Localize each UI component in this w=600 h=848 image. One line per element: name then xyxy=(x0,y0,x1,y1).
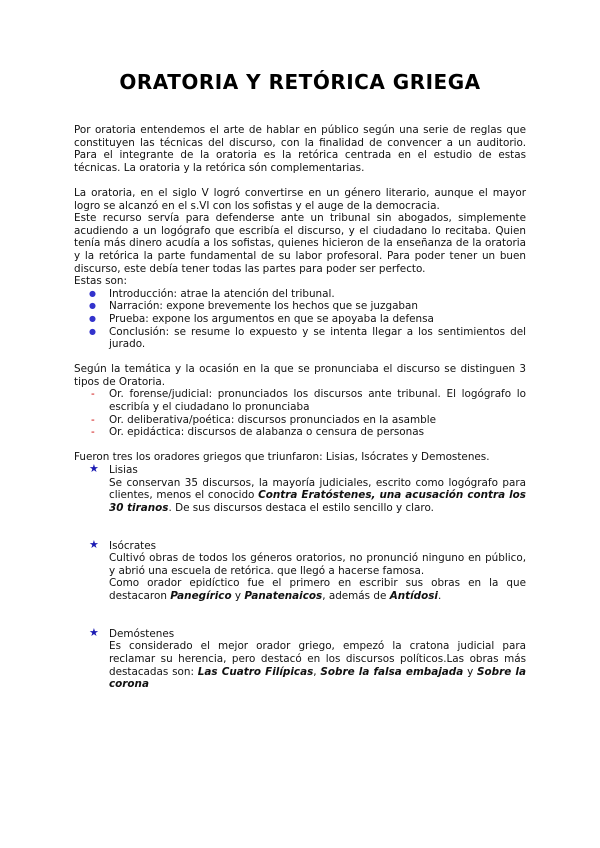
orator-isocrates xyxy=(74,537,526,603)
work-title: Sobre la falsa embajada xyxy=(320,665,464,678)
text-span: Como orador epidíctico fue el primero en escribir sus obras en la que destacaron xyxy=(109,577,526,602)
orator-name: Lisias xyxy=(109,464,138,477)
paragraph-purpose: Este recurso servía para defenderse ante un tribunal sin abogados, simplemente acudiendo a un logógrafo que escribía el discurso, y el ciudadano lo recitaba. Quien tenía más dinero acudía a los sofistas, quienes hicieron de la enseñanza de la oratoria y la retórica la parte fundamental de su labor profesoral. Para poder tener un buen discurso, este debía tener todas las partes para poder ser perfecto. xyxy=(74,212,526,275)
star-icon: ★ xyxy=(89,462,99,476)
document-body xyxy=(74,124,526,691)
orator-description xyxy=(109,477,526,515)
paragraph-history: La oratoria, en el siglo V logró convertirse en un género literario, aunque el mayor logro se alcanzó en el s.VI con los sofistas y el auge de la democracia. xyxy=(74,186,526,212)
list-item: - Or. epidáctica: discursos de alabanza o censura de personas xyxy=(74,426,526,439)
list-item: ● Prueba: expone los argumentos en que se apoyaba la defensa xyxy=(74,313,526,326)
orator-demostenes xyxy=(74,625,526,691)
list-item: - Or. forense/judicial: pronunciados los discursos ante tribunal. El logógrafo lo escribía y el ciudadano lo pronunciaba xyxy=(74,388,526,413)
work-title: Panatenaicos xyxy=(244,589,323,602)
list-item: - Or. deliberativa/poética: discursos pronunciados en la asamble xyxy=(74,414,526,427)
text-span: Es considerado el mejor orador griego, empezó la cratona judicial para reclamar su herencia, pero destacó en los discursos políticos.Las obras más destacadas son: xyxy=(109,640,526,678)
star-icon: ★ xyxy=(89,625,99,639)
text-span: y xyxy=(231,589,245,602)
list-item: ● Narración: expone brevemente los hechos que se juzgaban xyxy=(74,300,526,313)
text-span: . De sus discursos destaca el estilo sencillo y claro. xyxy=(168,501,434,514)
orator-description xyxy=(109,640,526,690)
text-span: Se conservan 35 discursos, la mayoría judiciales, escrito como logógrafo para clientes, menos el conocido xyxy=(109,476,526,502)
list-item: ● Introducción: atrae la atención del tribunal. xyxy=(74,288,526,301)
orator-works xyxy=(109,577,526,602)
orator-description: Cultivó obras de todos los géneros oratorios, no pronunció ninguno en público, y abrió una escuela de retórica. que llegó a hacerse famosa. xyxy=(109,552,526,577)
work-title: Panegírico xyxy=(170,589,232,602)
oratory-types-list xyxy=(74,388,526,438)
work-title: Contra Eratóstenes, una acusación contra los 30 tiranos xyxy=(109,489,526,514)
text-span: , además de xyxy=(322,589,390,602)
page-title: ORATORIA Y RETÓRICA GRIEGA xyxy=(119,70,481,94)
work-title: Antídosi xyxy=(389,589,438,602)
work-title: Sobre la corona xyxy=(109,665,526,691)
paragraph-parts-intro: Estas son: xyxy=(74,275,127,288)
text-span: y xyxy=(463,665,478,678)
paragraph-orators-intro: Fueron tres los oradores griegos que triunfaron: Lisias, Isócrates y Demostenes. xyxy=(74,451,490,464)
work-title: Las Cuatro Filípicas xyxy=(197,665,314,678)
star-icon: ★ xyxy=(89,537,99,551)
speech-parts-list xyxy=(74,288,526,351)
paragraph-definition: Por oratoria entendemos el arte de hablar en público según una serie de reglas que constituyen las técnicas del discurso, con la finalidad de convencer a un auditorio. Para el integrante de la oratoria es la retórica centrada en el estudio de estas técnicas. La oratoria y la retórica són complementarias. xyxy=(74,124,526,174)
orator-name: Isócrates xyxy=(109,539,157,552)
orator-name: Demóstenes xyxy=(109,627,175,640)
orator-lisias xyxy=(74,464,526,514)
text-span: . xyxy=(437,589,442,602)
list-item: ● Conclusión: se resume lo expuesto y se intenta llegar a los sentimientos del jurado. xyxy=(74,326,526,351)
paragraph-types-intro: Según la temática y la ocasión en la que se pronunciaba el discurso se distinguen 3 tipos de Oratoria. xyxy=(74,363,526,388)
text-span: , xyxy=(313,665,321,678)
